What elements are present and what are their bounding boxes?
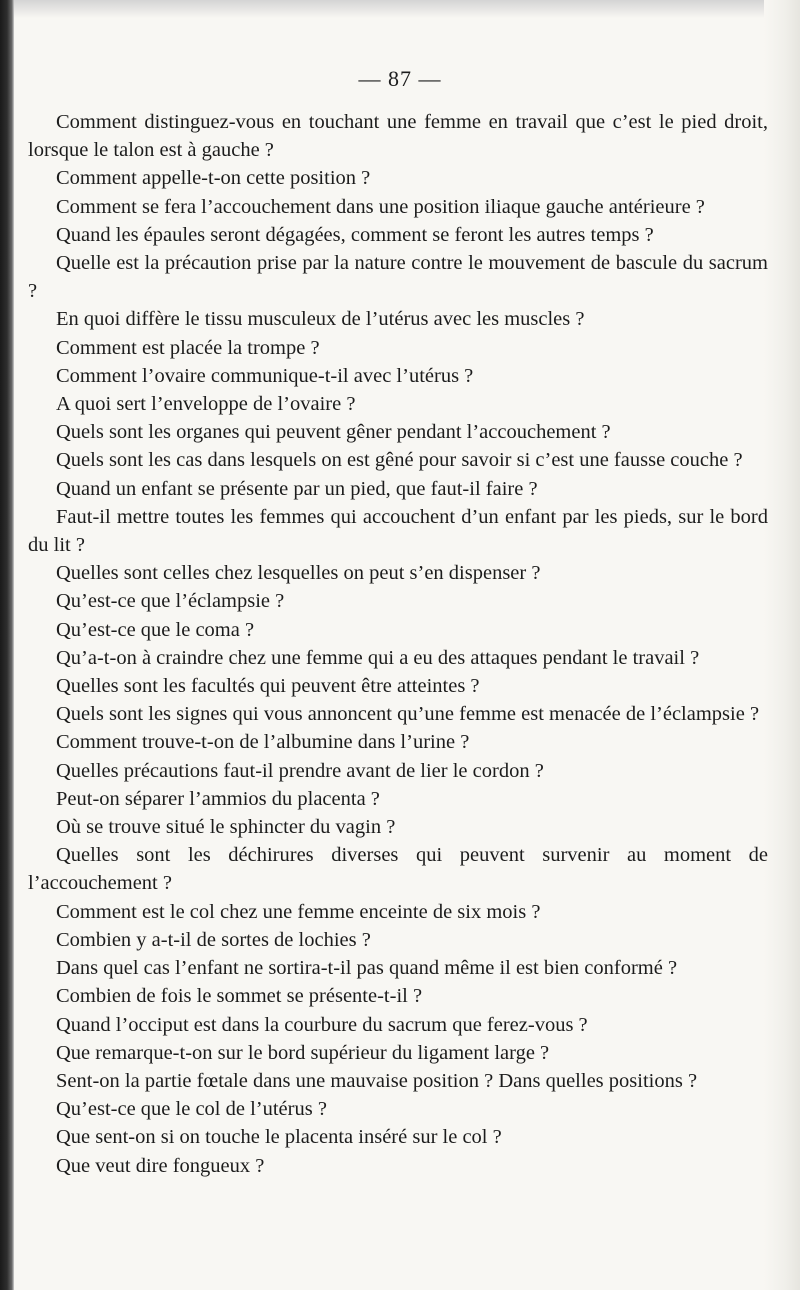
question: Que sent-on si on touche le placenta inséré sur le col ? [56,1126,502,1149]
question: A quoi sert l’enveloppe de l’ovaire ? [56,393,356,416]
question: Qu’a-t-on à craindre chez une femme qui a eu des attaques pendant le travail ? [56,646,700,669]
question: Comment distinguez-vous en touchant une femme en travail que c’est le pied droit, lorsque le talon est à gauche ? [28,111,768,162]
page-binding-edge [0,0,14,1290]
question: Peut-on séparer l’ammios du placenta ? [56,787,380,810]
question: Quand un enfant se présente par un pied, que faut-il faire ? [56,477,538,500]
question: Comment l’ovaire communique-t-il avec l’utérus ? [56,364,474,387]
question: Où se trouve situé le sphincter du vagin ? [56,816,396,839]
question: Quelles sont les facultés qui peuvent être atteintes ? [56,675,480,698]
question: Quels sont les organes qui peuvent gêner pendant l’accouchement ? [56,421,611,444]
question: Comment est le col chez une femme enceinte de six mois ? [56,900,541,923]
page-number: — 87 — [358,66,442,91]
question: Quand les épaules seront dégagées, comment se feront les autres temps ? [56,223,654,246]
question: Quand l’occiput est dans la courbure du sacrum que ferez-vous ? [56,1013,588,1036]
question: Sent-on la partie fœtale dans une mauvaise position ? Dans quelles positions ? [56,1069,698,1092]
question: Comment trouve-t-on de l’albumine dans l’urine ? [56,731,470,754]
question: Combien de fois le sommet se présente-t-il ? [56,985,423,1008]
question: Quelles sont celles chez lesquelles on peut s’en dispenser ? [56,562,541,585]
question: Qu’est-ce que l’éclampsie ? [56,590,285,613]
question: Que remarque-t-on sur le bord supérieur du ligament large ? [56,1041,550,1064]
question: Comment se fera l’accouchement dans une position iliaque gauche antérieure ? [56,195,705,218]
page-right-edge [764,0,800,1290]
page-top-shadow [14,0,800,18]
question: Qu’est-ce que le coma ? [56,618,255,641]
question: Quels sont les cas dans lesquels on est gêné pour savoir si c’est une fausse couche ? [56,449,743,472]
question: Qu’est-ce que le col de l’utérus ? [56,1098,327,1121]
question: Que veut dire fongueux ? [56,1154,265,1177]
question-list [28,108,768,1180]
question: Faut-il mettre toutes les femmes qui accouchent d’un enfant par les pieds, sur le bord du lit ? [28,505,768,557]
question: Dans quel cas l’enfant ne sortira-t-il pas quand même il est bien conformé ? [56,957,678,980]
question: Quelle est la précaution prise par la nature contre le mouvement de bascule du sacrum ? [28,252,768,303]
question: Quelles sont les déchirures diverses qui peuvent survenir au moment de l’accouchement ? [28,844,768,895]
question: Combien y a-t-il de sortes de lochies ? [56,928,371,951]
question: Quels sont les signes qui vous annoncent qu’une femme est menacée de l’éclampsie ? [56,703,760,726]
question: Comment appelle-t-on cette position ? [56,167,371,190]
question: Comment est placée la trompe ? [56,336,320,359]
question: Quelles précautions faut-il prendre avant de lier le cordon ? [56,759,544,782]
question: En quoi diffère le tissu musculeux de l’utérus avec les muscles ? [56,308,585,331]
